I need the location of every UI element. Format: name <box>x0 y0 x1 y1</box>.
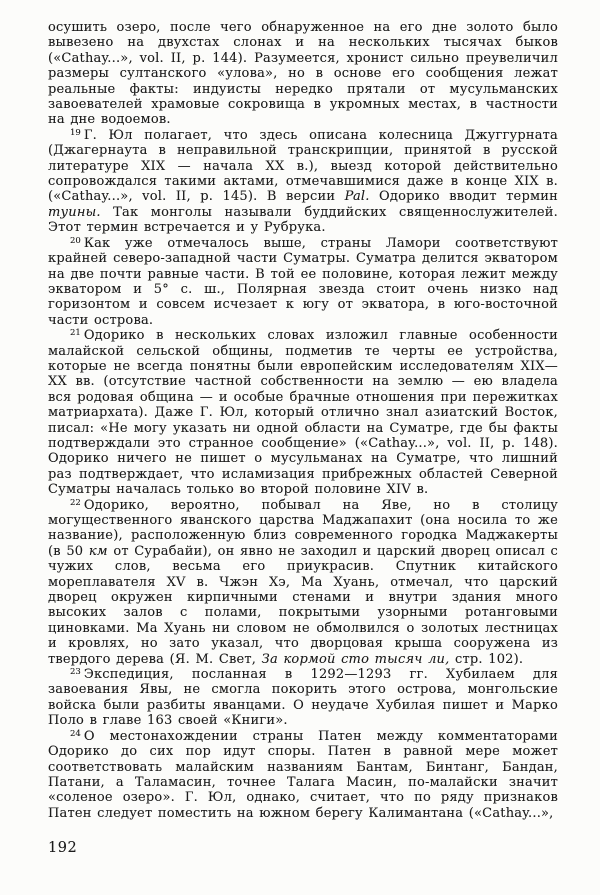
footnote-24 <box>48 729 558 821</box>
text-run: Одорико, вероятно, побывал на Яве, но в столицу могущественного яванского царства Маджапахит (она носила то же название), расположенную близ современного городка Маджакерты (в 50 <box>48 497 558 559</box>
paragraph-continuation <box>48 20 558 128</box>
text-run: осушить озеро, после чего обнаруженное на его дне золото было вывезено на двухстах слонах и на нескольких тысячах быков («Cathay...», vol. II, p. 144). Разумеется, хронист сильно преувеличил размеры султанского «улова», но в основе его сообщения лежат реальные факты: индуисты нередко прятали от мусульманских завоевателей храмовые сокровища в укромных местах, в частности на дне водоемов. <box>48 20 558 128</box>
text-run: от Сурабайи), он явно не заходил и царский дворец описал с чужих слов, весьма его приукрасив. Спутник китайского мореплавателя XV в. Чжэн Хэ, Ма Хуань, отмечал, что царский дворец окружен кирпичными стенами и внутри здания много высоких залов с полами, покрытыми узорными ротанговыми циновками. Ма Хуань ни словом не обмолвился о золотых лестницах и кровлях, но зато указал, что дворцовая крыша сооружена из твердого дерева (Я. М. Свет, <box>48 543 558 667</box>
text-run-italic: туины. <box>48 204 101 220</box>
text-run-italic: За кормой сто тысяч ли, <box>261 651 450 667</box>
footnote-20 <box>48 236 558 328</box>
footnote-23-number: 23 <box>70 667 81 678</box>
text-run: Одорико в нескольких словах изложил главные особенности малайской сельской общины, подметив те черты ее устройства, которые не всегда понятны были европейским исследователям XIX—XX вв. (отсутствие частной собственности на землю — ею владела вся родовая община — и особые брачные отношения при пережитках матриархата). Даже Г. Юл, который отлично знал азиатский Восток, писал: «Не могу указать ни одной области на Суматре, где бы факты подтверждали это странное сообщение» («Cathay...», vol. II, p. 148). Одорико ничего не пишет о мусульманах на Суматре, что лишний раз подтверждает, что исламизация прибрежных областей Северной Суматры началась только во второй половине XIV в. <box>48 328 558 498</box>
footnote-19-number: 19 <box>70 127 81 138</box>
footnote-22-number: 22 <box>70 497 81 508</box>
footnote-21 <box>48 328 558 497</box>
text-run: Как уже отмечалось выше, страны Ламори соответствуют крайней северо-западной части Суматры. Суматра делится экватором на две почти равные части. В той ее половине, которая лежит между экватором и 5° с. ш., Полярная звезда стоит очень низко над горизонтом и совсем исчезает к югу от экватора, в юго-восточной части острова. <box>48 235 558 328</box>
footnote-22 <box>48 498 558 667</box>
footnote-23 <box>48 667 558 729</box>
text-run: Так монголы называли буддийских священнослужителей. Этот термин встречается и у Рубрука. <box>48 204 558 236</box>
text-run-italic: км <box>88 543 108 559</box>
text-run-italic: Pal. <box>344 189 370 205</box>
text-run: Одорико вводит термин <box>369 189 559 205</box>
footnote-20-number: 20 <box>70 235 81 246</box>
text-block <box>48 20 558 821</box>
footnote-21-number: 21 <box>70 328 81 339</box>
footnote-19 <box>48 128 558 236</box>
text-run: Экспедиция, посланная в 1292—1293 гг. Хубилаем для завоевания Явы, не смогла покорить этого острова, монгольские войска были разбиты яванцами. О неудаче Хубилая пишет и Марко Поло в главе 163 своей «Книги». <box>48 667 558 729</box>
text-run: О местонахождении страны Патен между комментаторами Одорико до сих пор идут споры. Патен в равной мере может соответствовать малайским названиям Бантам, Бинтанг, Бандан, Патани, а Таламасин, точнее Талага Масин, по-малайски значит «соленое озеро». Г. Юл, однако, считает, что по ряду признаков Патен следует поместить на южном берегу Калимантана («Cathay...», <box>48 728 558 821</box>
text-run: Г. Юл полагает, что здесь описана колесница Джуггурната (Джагернаута в неправильной транскрипции, принятой в русской литературе XIX — начала XX в.), выезд которой действительно сопровождался такими актами, отмечавшимися даже в конце XIX в. («Cathay...», vol. II, p. 145). В версии <box>48 127 558 205</box>
page-number: 192 <box>48 840 78 857</box>
text-run: стр. 102). <box>449 651 524 667</box>
footnote-24-number: 24 <box>70 728 81 739</box>
